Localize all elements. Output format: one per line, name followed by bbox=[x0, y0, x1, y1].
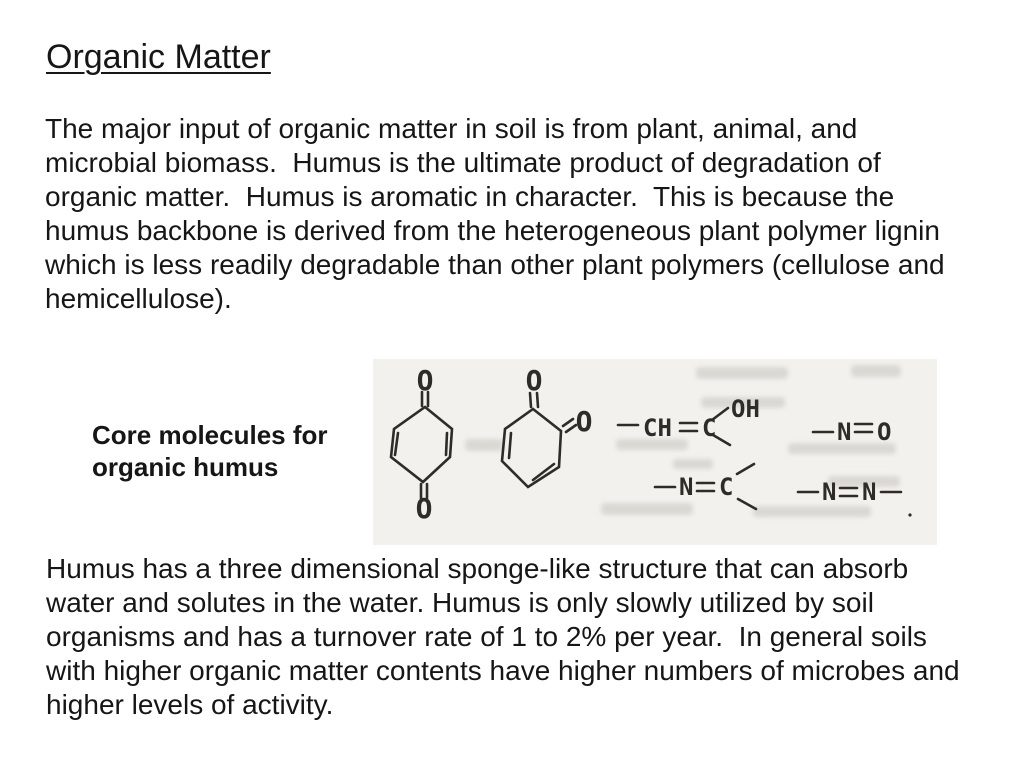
intro-line: hemicellulose). bbox=[45, 283, 232, 314]
body-paragraph bbox=[46, 552, 960, 722]
azo-fragment bbox=[798, 478, 912, 517]
intro-line: The major input of organic matter in soil is from plant, animal, and bbox=[45, 113, 858, 144]
figure-caption bbox=[92, 419, 328, 483]
atom-label-oxygen: O bbox=[525, 364, 543, 397]
atom-label-oxygen: O bbox=[416, 364, 434, 397]
intro-line: microbial biomass. Humus is the ultimate product of degradation of bbox=[45, 147, 881, 178]
atom-label-carbon: C bbox=[702, 414, 717, 442]
atom-label-ch: CH bbox=[643, 414, 672, 442]
atom-label-nitrogen: N bbox=[862, 478, 877, 506]
imine-fragment bbox=[655, 464, 756, 509]
atom-label-nitrogen: N bbox=[822, 478, 837, 506]
intro-line: organic matter. Humus is aromatic in character. This is because the bbox=[45, 181, 895, 212]
enol-fragment bbox=[618, 395, 760, 445]
atom-label-oxygen: O bbox=[415, 492, 433, 525]
para-benzoquinone-structure bbox=[391, 364, 452, 525]
body-line: with higher organic matter contents have higher numbers of microbes and bbox=[46, 655, 960, 686]
body-line: higher levels of activity. bbox=[46, 689, 334, 720]
atom-label-nitrogen: N bbox=[679, 473, 694, 501]
caption-line: Core molecules for bbox=[92, 420, 328, 450]
atom-label-nitrogen: N bbox=[837, 418, 852, 446]
chemical-structures-svg bbox=[373, 359, 937, 545]
atom-label-oxygen: O bbox=[575, 405, 593, 438]
intro-paragraph bbox=[45, 112, 945, 316]
body-line: water and solutes in the water. Humus is only slowly utilized by soil bbox=[46, 587, 874, 618]
slide-title: Organic Matter bbox=[46, 38, 271, 76]
body-line: Humus has a three dimensional sponge-like structure that can absorb bbox=[46, 553, 909, 584]
intro-line: which is less readily degradable than other plant polymers (cellulose and bbox=[45, 249, 945, 280]
scan-dot-artifact bbox=[908, 513, 911, 516]
atom-label-oxygen: O bbox=[877, 418, 892, 446]
caption-line: organic humus bbox=[92, 452, 279, 482]
body-line: organisms and has a turnover rate of 1 to 2% per year. In general soils bbox=[46, 621, 927, 652]
nitroso-fragment bbox=[813, 418, 891, 446]
atom-label-carbon: C bbox=[719, 473, 734, 501]
ortho-benzoquinone-structure bbox=[502, 364, 592, 487]
intro-line: humus backbone is derived from the heterogeneous plant polymer lignin bbox=[45, 215, 940, 246]
humus-core-molecules-figure bbox=[373, 359, 937, 545]
atom-label-oh: OH bbox=[731, 395, 760, 423]
